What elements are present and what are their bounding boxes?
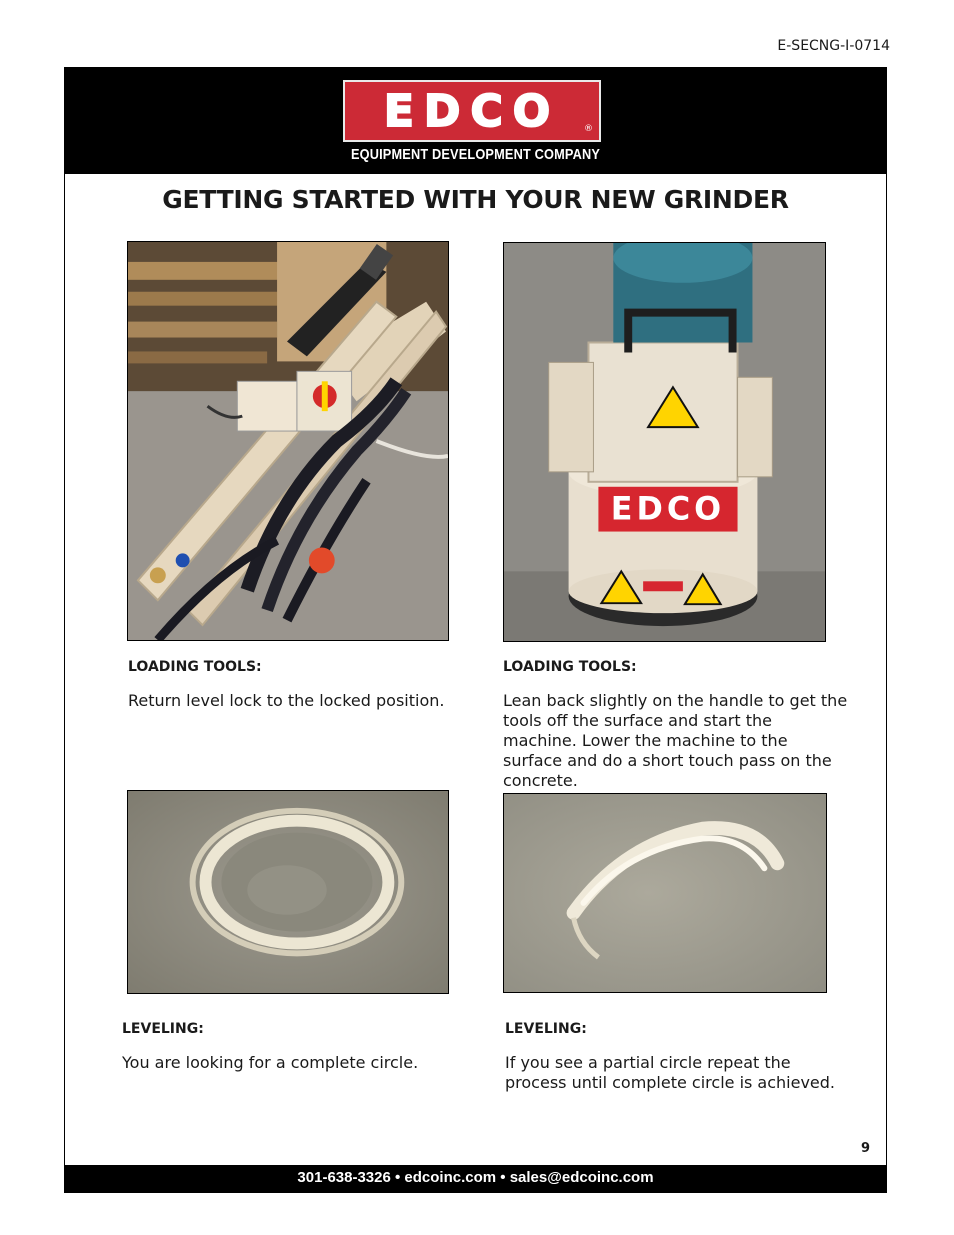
header-band xyxy=(65,68,886,174)
company-tagline: EQUIPMENT DEVELOPMENT COMPANY xyxy=(350,146,601,163)
photo-grinder-machine xyxy=(503,242,826,642)
partial-circle-illustration xyxy=(504,794,826,992)
page-number: 9 xyxy=(860,1141,870,1156)
document-code: E-SECNG-I-0714 xyxy=(777,38,890,54)
footer-band xyxy=(65,1165,886,1192)
page-title: GETTING STARTED WITH YOUR NEW GRINDER xyxy=(162,185,789,214)
handle-photo-illustration xyxy=(128,242,448,640)
logo-text: EDCO xyxy=(383,85,561,137)
complete-circle-illustration xyxy=(128,791,448,993)
text-leveling-left: You are looking for a complete circle. xyxy=(122,1053,419,1072)
heading-leveling-right: LEVELING: xyxy=(505,1021,587,1037)
text-leveling-right: If you see a partial circle repeat the process until complete circle is achieved. xyxy=(505,1053,836,1092)
edco-logo xyxy=(343,80,601,142)
heading-loading-tools-left: LOADING TOOLS: xyxy=(128,659,262,675)
text-loading-tools-right: Lean back slightly on the handle to get the tools off the surface and start the machine. Lower the machine to the surface and do a short touch pass on the concrete. xyxy=(503,691,848,790)
photo-handle-level-lock xyxy=(127,241,449,641)
page-frame xyxy=(64,67,887,1193)
machine-logo-text: EDCO xyxy=(610,489,726,528)
grinder-photo-illustration xyxy=(504,243,825,641)
heading-leveling-left: LEVELING: xyxy=(122,1021,204,1037)
footer-contact: 301-638-3326 • edcoinc.com • sales@edcoinc.com xyxy=(297,1169,654,1186)
text-loading-tools-left: Return level lock to the locked position. xyxy=(128,691,445,710)
heading-loading-tools-right: LOADING TOOLS: xyxy=(503,659,637,675)
photo-complete-circle xyxy=(127,790,449,994)
registered-mark: ® xyxy=(584,124,593,134)
photo-partial-circle xyxy=(503,793,827,993)
